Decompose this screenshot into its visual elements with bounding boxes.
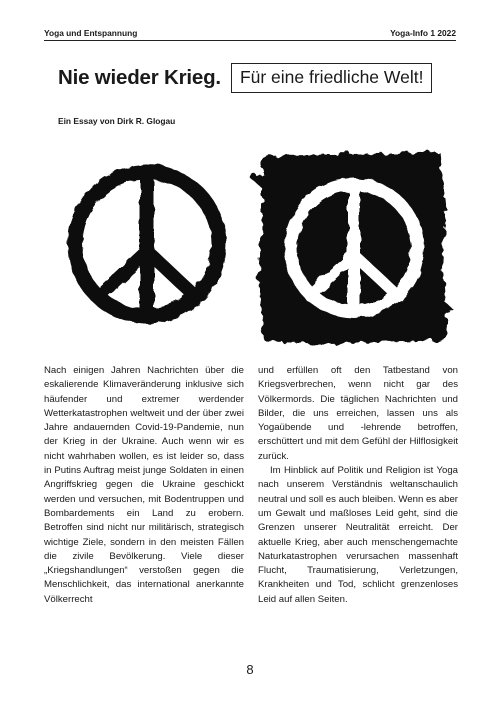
column-right bbox=[258, 364, 458, 607]
section-label: Yoga und Entspannung bbox=[44, 28, 138, 38]
article-body bbox=[44, 364, 458, 607]
paragraph: und erfüllen oft den Tatbestand von Kriegsverbrechen, wenn nicht gar des Völkermords. Die täglichen Nachrichten und Bilder, die uns erreichen, lassen uns als Yogaübende und -lehrende betroffen, erschüttert und mit dem Gefühl der Hilflosigkeit zurück. bbox=[258, 365, 458, 462]
title-row bbox=[58, 60, 432, 96]
page-header bbox=[44, 26, 456, 41]
paragraph: Nach einigen Jahren Nachrichten über die eskalierende Klimaveränderung inklusive sich häufender und extremer werdender Wetterkatastrophen weltweit und der über zwei Jahre andauernden Covid-19-Pandemie, nun der Krieg in der Ukraine. Auch wenn wir es nicht wahrhaben wollen, es ist leider so, dass in Putins Auftrag meist junge Soldaten in einen Angriffskrieg gegen die Ukraine geschickt werden und versuchen, mit Bodentruppen und Bombardements ein Land zu erobern. Betroffen sind nicht nur militärisch, strategisch wichtige Ziele, sondern in den meisten Fällen die zivile Bevölkerung. Viele dieser „Kriegshandlungen“ verstoßen gegen die Menschlichkeit, das international anerkannte Völkerrecht bbox=[44, 365, 244, 605]
peace-symbol-left-icon bbox=[75, 172, 219, 316]
issue-label: Yoga-Info 1 2022 bbox=[390, 28, 456, 38]
peace-symbol-right-icon bbox=[250, 152, 452, 344]
byline: Ein Essay von Dirk R. Glogau bbox=[58, 116, 176, 126]
paragraph: Im Hinblick auf Politik und Religion ist Yoga nach unserem Verständnis weltanschaulich neutral und soll es auch bleiben. Wenn es aber um Gewalt und maßloses Leid geht, sind die Grenzen unserer Neutralität erreicht. Der aktuelle Krieg, aber auch menschengemachte Naturkatastrophen verursachen massenhaft Flucht, Traumatisierung, Verletzungen, Krankheiten und Tod, schlicht grenzenloses Leid auf allen Seiten. bbox=[258, 465, 458, 605]
column-left bbox=[44, 364, 244, 607]
peace-images bbox=[0, 148, 500, 348]
article-subtitle: Für eine friedliche Welt! bbox=[231, 63, 433, 93]
page-number: 8 bbox=[246, 662, 254, 677]
article-title: Nie wieder Krieg. bbox=[58, 66, 221, 89]
